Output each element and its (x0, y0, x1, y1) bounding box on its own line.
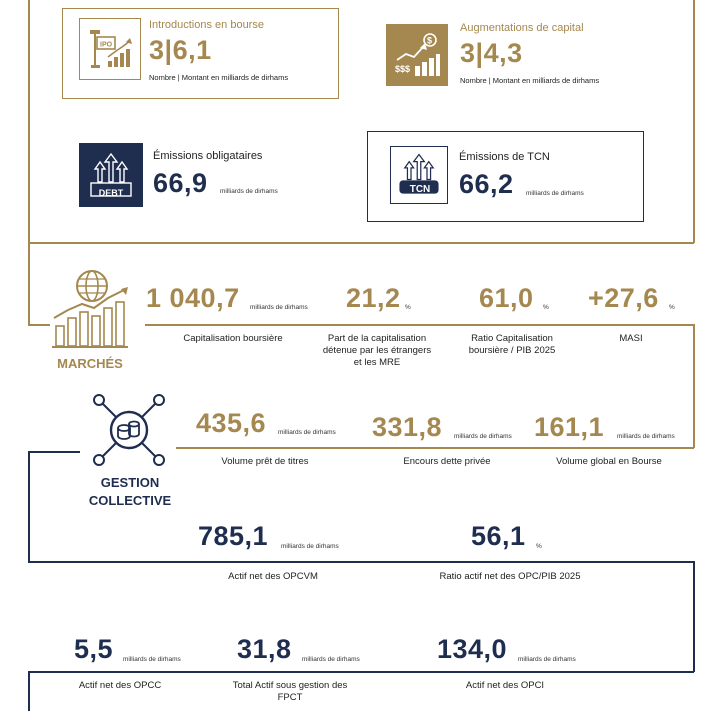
gestion-label: Actif net des OPCI (465, 680, 545, 691)
network-coins-icon (86, 390, 172, 470)
bonds-unit: milliards de dirhams (220, 188, 278, 195)
marches-label: Ratio Capitalisation boursière / PIB 2025 (468, 333, 556, 356)
gestion-unit: milliards de dirhams (281, 543, 339, 550)
ipo-title: Introductions en bourse (149, 19, 264, 31)
tcn-arrows-icon (390, 146, 448, 204)
gestion-label: Encours dette privée (403, 456, 491, 467)
capital-value: 3|4,3 (460, 38, 523, 68)
ipo-card (62, 8, 339, 99)
marches-label: Part de la capitalisation détenue par les étrangers et les MRE (322, 333, 432, 368)
tcn-card (367, 131, 644, 222)
ipo-note: Nombre | Montant en milliards de dirhams (149, 73, 289, 82)
gestion-value: 134,0 (437, 634, 508, 664)
gestion-section-label: COLLECTIVE (88, 493, 172, 508)
gestion-value: 31,8 (237, 634, 292, 664)
capital-title: Augmentations de capital (460, 22, 584, 34)
ipo-value: 3|6,1 (149, 35, 212, 65)
frame-line (176, 447, 694, 449)
frame-line (28, 243, 30, 325)
tcn-title: Émissions de TCN (459, 151, 550, 163)
bonds-value: 66,9 (153, 168, 208, 198)
frame-line (693, 0, 695, 243)
marches-label: MASI (619, 333, 643, 344)
svg-text:$: $ (427, 35, 433, 46)
marches-value: +27,6 (588, 283, 659, 313)
gestion-label: Actif net des OPCC (78, 680, 162, 691)
gestion-value: 785,1 (198, 521, 269, 551)
gestion-value: 56,1 (471, 521, 526, 551)
gestion-value: 5,5 (74, 634, 114, 664)
frame-line (693, 324, 695, 448)
ipo-sign-icon (79, 18, 141, 80)
marches-unit: milliards de dirhams (250, 304, 308, 311)
gestion-value: 331,8 (372, 412, 443, 442)
gestion-unit: milliards de dirhams (617, 433, 675, 440)
gestion-unit: milliards de dirhams (278, 429, 336, 436)
marches-section-label: MARCHÉS (57, 356, 123, 371)
svg-text:$$$: $$$ (395, 64, 411, 74)
gestion-label: Actif net des OPCVM (228, 571, 318, 582)
gestion-unit: milliards de dirhams (454, 433, 512, 440)
tcn-value: 66,2 (459, 169, 514, 199)
frame-line (693, 561, 695, 672)
frame-line (145, 324, 695, 326)
globe-bar-chart-icon (48, 268, 132, 350)
frame-line (28, 451, 80, 453)
marches-unit: % (669, 304, 675, 311)
frame-line (28, 561, 694, 563)
debt-icon-text: DEBT (98, 188, 124, 198)
gestion-unit: milliards de dirhams (518, 656, 576, 663)
debt-arrows-icon (79, 143, 143, 207)
frame-line (28, 324, 50, 326)
frame-line (28, 671, 694, 673)
gestion-label: Ratio actif net des OPC/PIB 2025 (439, 571, 581, 582)
money-growth-icon (386, 24, 448, 86)
capital-card (386, 8, 666, 99)
tcn-icon-text: TCN (409, 184, 431, 195)
gestion-unit: milliards de dirhams (123, 656, 181, 663)
marches-unit: % (405, 304, 411, 311)
svg-text:IPO: IPO (100, 41, 113, 49)
marches-value: 1 040,7 (146, 283, 240, 313)
gestion-section-label: GESTION (100, 475, 160, 490)
frame-line (28, 0, 30, 243)
gestion-unit: milliards de dirhams (302, 656, 360, 663)
gestion-value: 435,6 (196, 408, 267, 438)
gestion-label: Total Actif sous gestion des FPCT (232, 680, 348, 703)
bonds-card (79, 140, 339, 208)
capital-note: Nombre | Montant en milliards de dirhams (460, 76, 600, 85)
gestion-label: Volume global en Bourse (556, 456, 662, 467)
bonds-title: Émissions obligataires (153, 150, 263, 162)
gestion-value: 161,1 (534, 412, 605, 442)
tcn-unit: milliards de dirhams (526, 190, 584, 197)
gestion-unit: % (536, 543, 542, 550)
gestion-label: Volume prêt de titres (221, 456, 309, 467)
frame-line (28, 242, 694, 244)
marches-value: 61,0 (479, 283, 534, 313)
frame-line (28, 671, 30, 711)
marches-unit: % (543, 304, 549, 311)
marches-label: Capitalisation boursière (183, 333, 283, 344)
frame-line (28, 451, 30, 562)
marches-value: 21,2 (346, 283, 401, 313)
